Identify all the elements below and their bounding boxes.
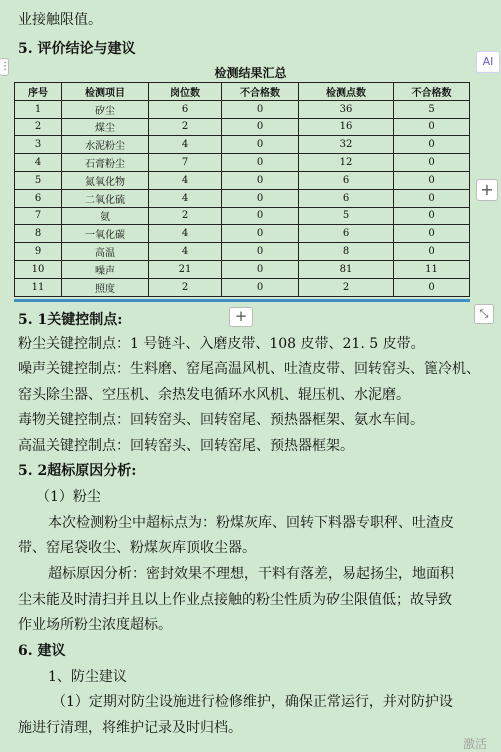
- table-cell: 8: [299, 243, 394, 261]
- section-5-1-title: 5. 1关键控制点:: [18, 312, 123, 328]
- table-cell: 0: [394, 118, 470, 136]
- header-cell: 不合格数: [394, 83, 470, 101]
- table-selection-bar: [14, 299, 470, 302]
- section-5-title: 5. 评价结论与建议: [18, 41, 136, 57]
- section-5-2-title: 5. 2超标原因分析:: [18, 463, 137, 479]
- table-cell: 4: [149, 189, 222, 207]
- table-cell: 0: [222, 136, 299, 154]
- table-cell: 8: [15, 225, 62, 243]
- table-cell: 噪声: [62, 260, 149, 278]
- table-cell: 石膏粉尘: [62, 154, 149, 172]
- table-cell: 0: [222, 225, 299, 243]
- suggestion-1-line2: 施进行清理，将维护记录及时归档。: [18, 720, 242, 736]
- paragraph-1-line1: 本次检测粉尘中超标点为：粉煤灰库、回转下料器专职秤、吐渣皮: [48, 515, 454, 531]
- table-row: [15, 243, 470, 261]
- add-row-button[interactable]: +: [229, 307, 253, 327]
- table-cell: 21: [149, 260, 222, 278]
- paragraph-2-line2: 尘未能及时清扫并且以上作业点接触的粉尘性质为矽尘限值低；故导致: [18, 592, 452, 608]
- table-cell: 4: [149, 225, 222, 243]
- table-cell: 0: [394, 154, 470, 172]
- table-cell: 二氧化硫: [62, 189, 149, 207]
- table-cell: 0: [394, 189, 470, 207]
- header-cell: 检测点数: [299, 83, 394, 101]
- header-cell: 岗位数: [149, 83, 222, 101]
- header-cell: 检测项目: [62, 83, 149, 101]
- table-cell: 矽尘: [62, 100, 149, 118]
- table-cell: 0: [222, 154, 299, 172]
- table-cell: 2: [15, 118, 62, 136]
- table-cell: 6: [299, 225, 394, 243]
- noise-control-points-line1: 噪声关键控制点：生料磨、窑尾高温风机、吐渣皮带、回转窑头、篦冷机、: [18, 361, 480, 377]
- table-row: [15, 100, 470, 118]
- table-cell: 16: [299, 118, 394, 136]
- toxic-control-points: 毒物关键控制点：回转窑头、回转窑尾、预热器框架、氨水车间。: [18, 412, 424, 428]
- paragraph-2-line1: 超标原因分析：密封效果不理想，干料有落差，易起扬尘，地面积: [48, 566, 454, 582]
- dust-control-points: 粉尘关键控制点：1 号链斗、入磨皮带、108 皮带、21. 5 皮带。: [18, 336, 425, 352]
- table-cell: 0: [222, 278, 299, 296]
- table-cell: 2: [149, 118, 222, 136]
- table-cell: 氨: [62, 207, 149, 225]
- table-row: [15, 154, 470, 172]
- table-row: [15, 260, 470, 278]
- table-cell: 2: [299, 278, 394, 296]
- table-resize-handle-icon[interactable]: ⤡: [474, 304, 494, 324]
- table-cell: 氮氧化物: [62, 171, 149, 189]
- table-cell: 0: [222, 243, 299, 261]
- table-cell: 照度: [62, 278, 149, 296]
- item-1-dust: （1）粉尘: [36, 489, 101, 505]
- table-cell: 0: [394, 136, 470, 154]
- table-cell: 高温: [62, 243, 149, 261]
- suggestion-1-line1: （1）定期对防尘设施进行检修维护，确保正常运行，并对防护设: [52, 694, 453, 710]
- table-row: [15, 278, 470, 296]
- table-cell: 0: [394, 243, 470, 261]
- table-cell: 6: [15, 189, 62, 207]
- table-cell: 4: [149, 243, 222, 261]
- table-cell: 3: [15, 136, 62, 154]
- table-row: [15, 207, 470, 225]
- table-header-row: [15, 83, 470, 101]
- header-cell: 不合格数: [222, 83, 299, 101]
- table-row: [15, 136, 470, 154]
- table-cell: 10: [15, 260, 62, 278]
- table-cell: 32: [299, 136, 394, 154]
- results-table: [14, 82, 470, 297]
- table-cell: 5: [299, 207, 394, 225]
- table-cell: 0: [222, 207, 299, 225]
- table-cell: 9: [15, 243, 62, 261]
- table-cell: 0: [222, 171, 299, 189]
- table-cell: 0: [222, 118, 299, 136]
- table-cell: 1: [15, 100, 62, 118]
- table-cell: 6: [149, 100, 222, 118]
- table-row: [15, 225, 470, 243]
- left-margin-handle-icon[interactable]: ⋮: [0, 58, 9, 76]
- table-cell: 0: [394, 225, 470, 243]
- table-cell: 2: [149, 207, 222, 225]
- table-cell: 11: [15, 278, 62, 296]
- table-cell: 12: [299, 154, 394, 172]
- table-cell: 11: [394, 260, 470, 278]
- table-cell: 4: [149, 136, 222, 154]
- table-cell: 5: [394, 100, 470, 118]
- table-title: 检测结果汇总: [214, 66, 287, 80]
- table-row: [15, 118, 470, 136]
- table-cell: 7: [15, 207, 62, 225]
- table-cell: 7: [149, 154, 222, 172]
- table-cell: 0: [222, 189, 299, 207]
- add-column-button[interactable]: +: [476, 179, 498, 201]
- subsection-dust-advice: 1、防尘建议: [48, 669, 127, 685]
- top-text-line: 业接触限值。: [18, 12, 102, 28]
- watermark-text: 激活: [463, 737, 488, 751]
- table-row: [15, 171, 470, 189]
- ai-assistant-button[interactable]: AI: [476, 51, 500, 73]
- table-cell: 36: [299, 100, 394, 118]
- table-cell: 0: [394, 278, 470, 296]
- paragraph-2-line3: 作业场所粉尘浓度超标。: [18, 617, 172, 633]
- table-row: [15, 189, 470, 207]
- table-cell: 0: [222, 100, 299, 118]
- section-6-title: 6. 建议: [18, 643, 66, 659]
- table-cell: 0: [222, 260, 299, 278]
- table-cell: 煤尘: [62, 118, 149, 136]
- table-cell: 0: [394, 207, 470, 225]
- table-cell: 6: [299, 189, 394, 207]
- table-cell: 5: [15, 171, 62, 189]
- paragraph-1-line2: 带、窑尾袋收尘、粉煤灰库顶收尘器。: [18, 540, 256, 556]
- table-cell: 2: [149, 278, 222, 296]
- noise-control-points-line2: 窑头除尘器、空压机、余热发电循环水风机、辊压机、水泥磨。: [18, 387, 410, 403]
- table-cell: 6: [299, 171, 394, 189]
- table-cell: 81: [299, 260, 394, 278]
- heat-control-points: 高温关键控制点：回转窑头、回转窑尾、预热器框架。: [18, 438, 354, 454]
- header-cell: 序号: [15, 83, 62, 101]
- table-cell: 4: [15, 154, 62, 172]
- table-cell: 4: [149, 171, 222, 189]
- table-cell: 水泥粉尘: [62, 136, 149, 154]
- table-cell: 一氧化碳: [62, 225, 149, 243]
- table-cell: 0: [394, 171, 470, 189]
